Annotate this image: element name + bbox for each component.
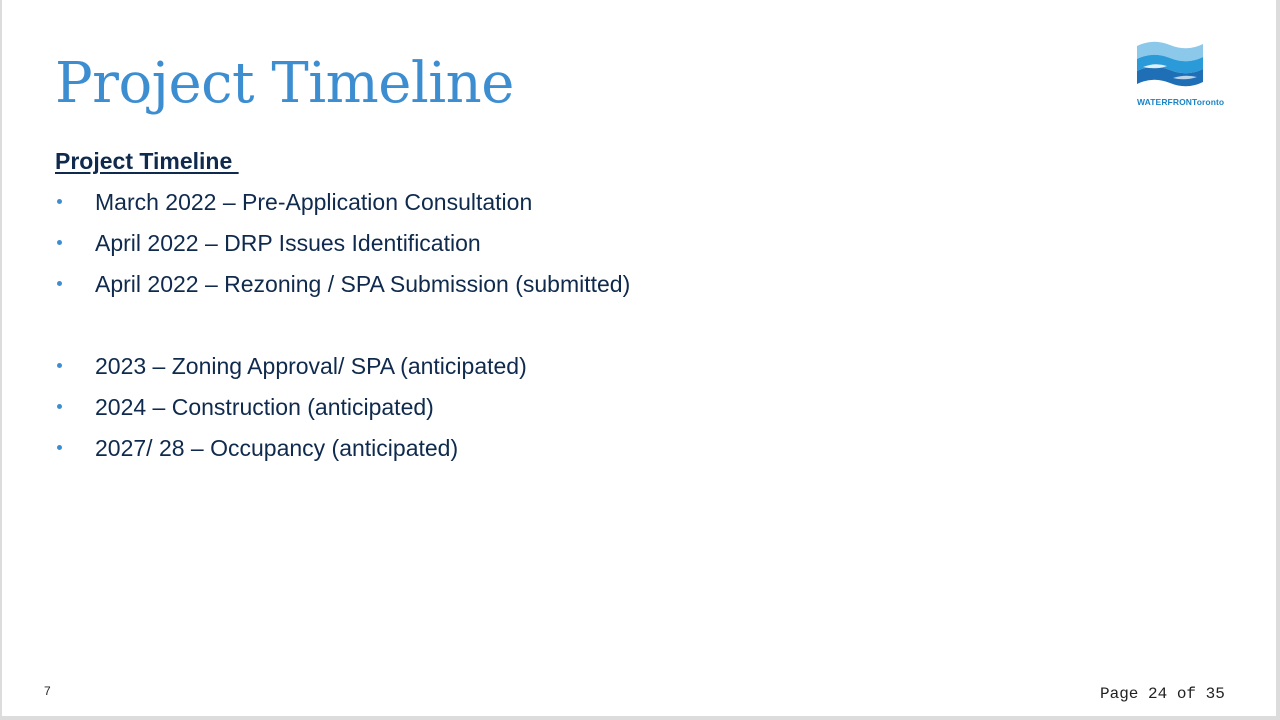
list-item-text: 2027/ 28 – Occupancy (anticipated) — [95, 435, 459, 461]
list-item — [55, 432, 630, 473]
list-item — [55, 350, 630, 391]
slide-number: 7 — [44, 684, 51, 698]
section-heading: Project Timeline — [55, 148, 239, 174]
list-item-text: 2023 – Zoning Approval/ SPA (anticipated) — [95, 353, 527, 379]
bullet-icon — [57, 404, 62, 409]
list-item — [55, 268, 630, 309]
bullet-icon — [57, 240, 62, 245]
logo-wordmark: WATERFRONToronto — [1137, 97, 1225, 107]
slide-page — [2, 0, 1276, 716]
page-indicator: Page 24 of 35 — [1100, 685, 1225, 703]
list-item — [55, 391, 630, 432]
bullet-icon — [57, 199, 62, 204]
slide-title: Project Timeline — [55, 51, 514, 116]
bullet-icon — [57, 281, 62, 286]
list-item — [55, 227, 630, 268]
list-item-text: March 2022 – Pre-Application Consultation — [95, 189, 533, 215]
list-item-text: April 2022 – Rezoning / SPA Submission (submitted) — [95, 271, 631, 297]
list-item — [55, 186, 630, 227]
timeline-list — [55, 186, 630, 473]
list-item-text: 2024 – Construction (anticipated) — [95, 394, 434, 420]
wave-logo-icon — [1137, 40, 1203, 94]
bullet-icon — [57, 363, 62, 368]
waterfront-logo — [1137, 40, 1237, 112]
list-item-text: April 2022 – DRP Issues Identification — [95, 230, 481, 256]
bullet-icon — [57, 445, 62, 450]
